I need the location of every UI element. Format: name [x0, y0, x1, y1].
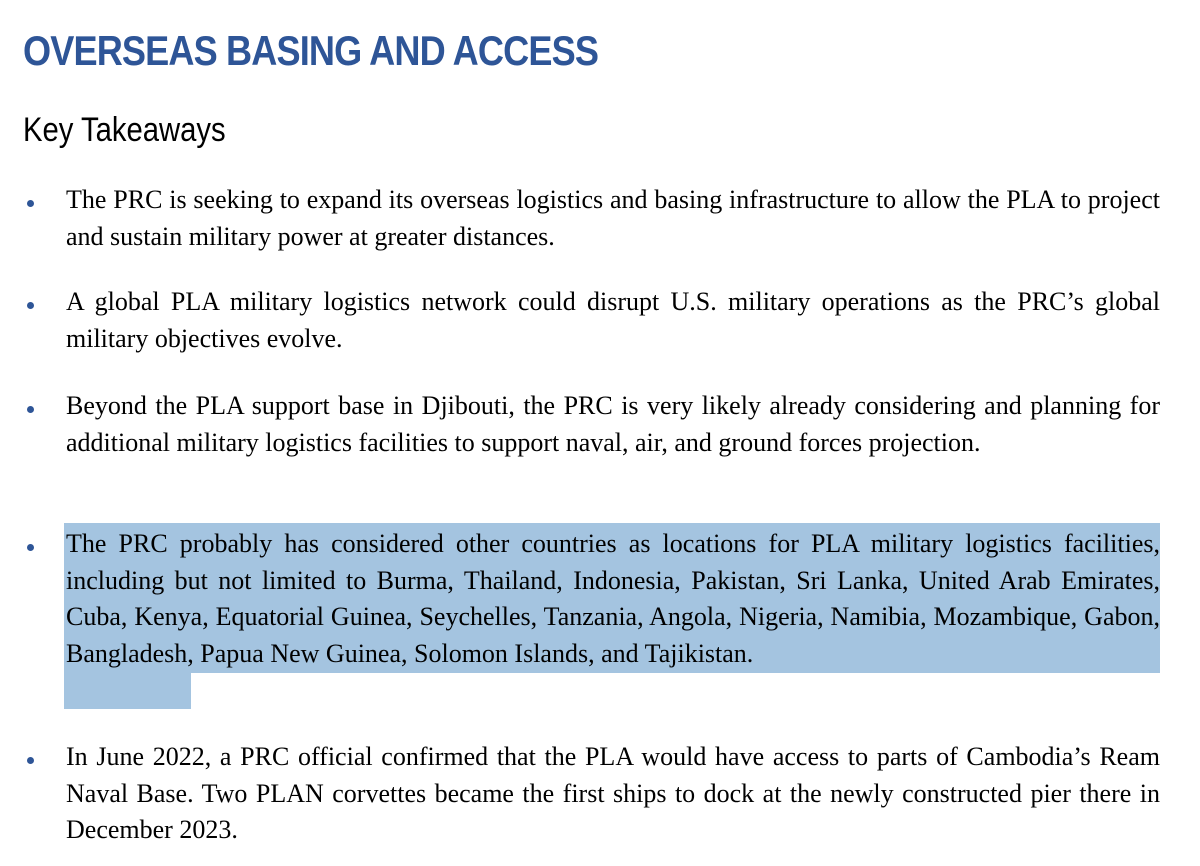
- takeaway-text-highlighted[interactable]: The PRC probably has considered other countries as locations for PLA military logistics facilities, including but not limited to Burma, Thailand, Indonesia, Pakistan, Sri Lanka, United Arab Emirates, Cuba, Kenya, Equatorial Guinea, Seychelles, Tanzania, Angola, Nigeria, Namibia, Mozambique, Gabon, Bangladesh, Papua New Guinea, Solomon Islands, and Tajikistan.: [66, 529, 1160, 668]
- takeaway-text: Beyond the PLA support base in Djibouti, the PRC is very likely already considering and planning for additional military logistics facilities to support naval, air, and ground forces projection.: [66, 391, 1160, 457]
- takeaway-text: In June 2022, a PRC official confirmed that the PLA would have access to parts of Cambodia’s Ream Naval Base. Two PLAN corvettes became the first ships to dock at the newly constructed pier there in December 2023.: [66, 742, 1160, 844]
- bullet-icon: [27, 302, 34, 309]
- takeaway-text: A global PLA military logistics network could disrupt U.S. military operations as the PRC’s global military objectives evolve.: [66, 287, 1160, 353]
- key-takeaways-heading: Key Takeaways: [23, 111, 226, 149]
- section-title: OVERSEAS BASING AND ACCESS: [23, 27, 599, 74]
- bullet-icon: [27, 406, 34, 413]
- text-selection-highlight: [64, 672, 191, 709]
- bullet-icon: [27, 757, 34, 764]
- bullet-icon: [27, 200, 34, 207]
- takeaway-text: The PRC is seeking to expand its overseas logistics and basing infrastructure to allow the PLA to project and sustain military power at greater distances.: [66, 185, 1160, 251]
- bullet-icon: [27, 544, 34, 551]
